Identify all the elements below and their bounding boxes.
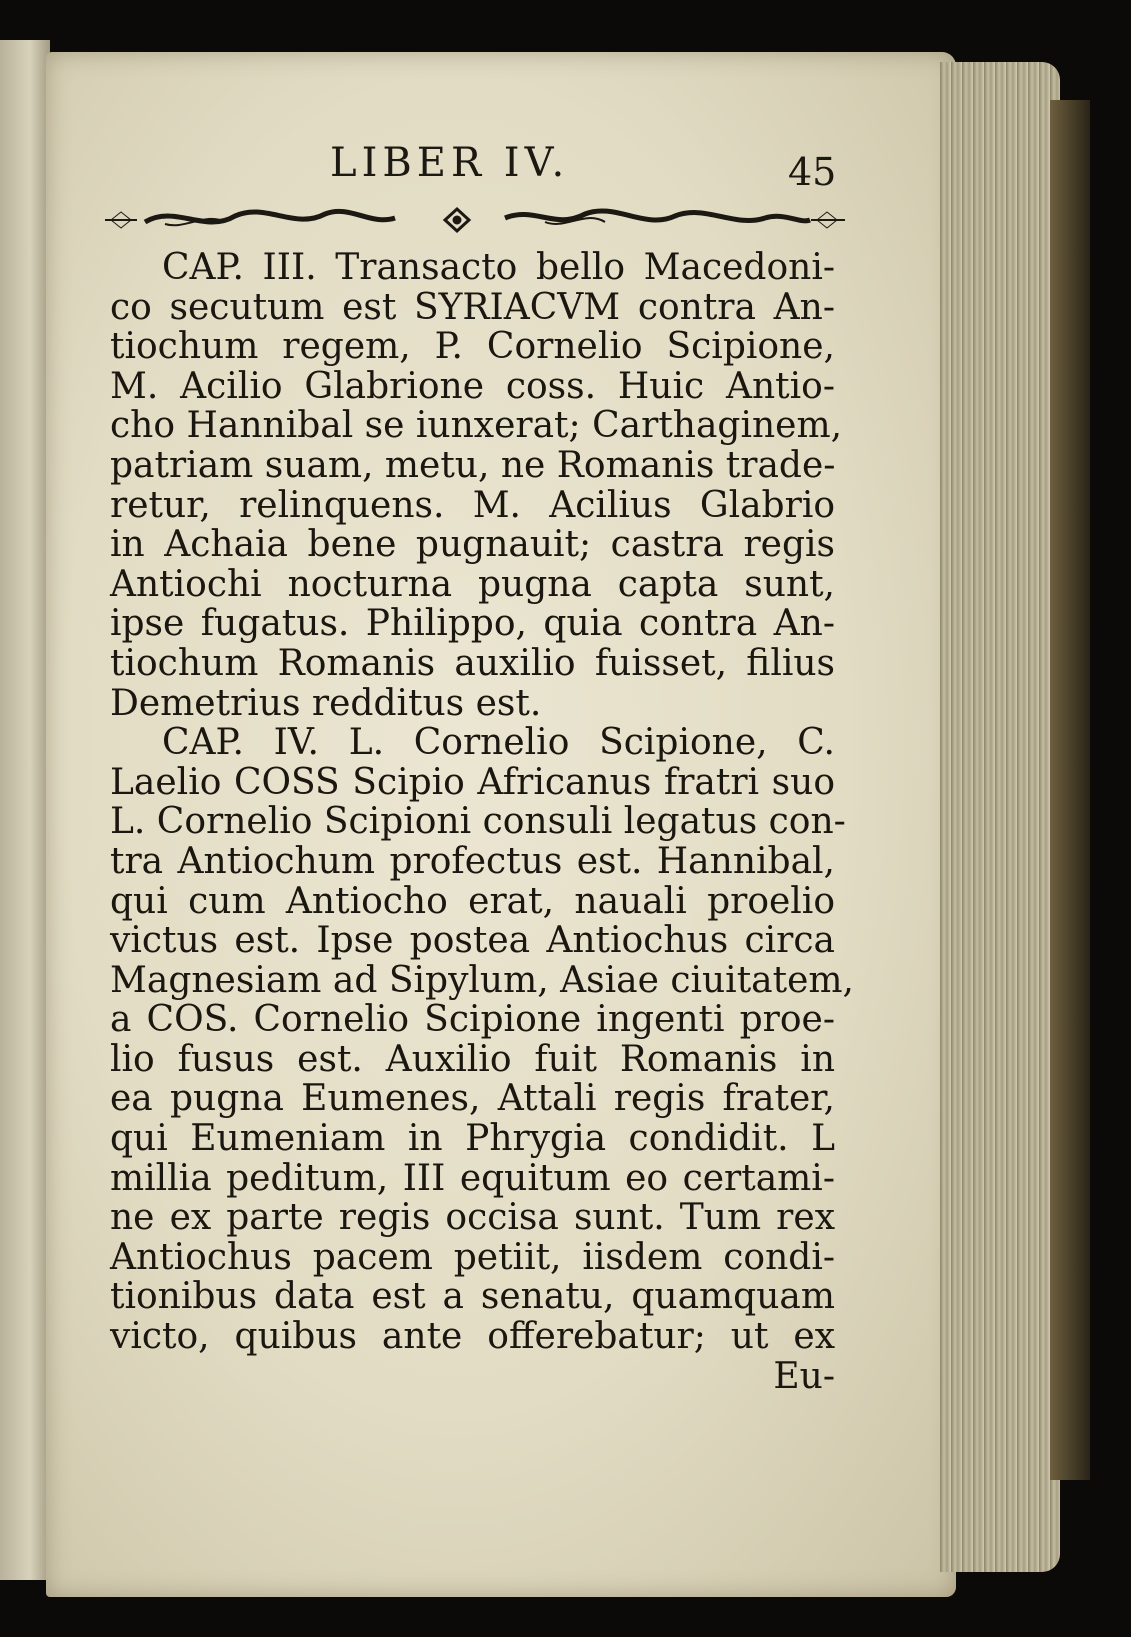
text-line: CAP. IV. L. Cornelio Scipione, C. — [162, 722, 835, 764]
text-line: qui Eumeniam in Phrygia condidit. L — [110, 1118, 835, 1160]
text-line: millia peditum, III equitum eo certami- — [110, 1157, 835, 1199]
text-line: Antiochus pacem petiit, iisdem condi- — [110, 1236, 835, 1278]
paragraph-cap-iv — [110, 722, 854, 1358]
book-cover-edge — [1050, 100, 1090, 1480]
text-line: co secutum est SYRIACVM contra An- — [110, 286, 835, 328]
text-line: tra Antiochum profectus est. Hannibal, — [110, 840, 835, 882]
printers-ornament-icon — [105, 200, 845, 240]
text-line: ipse fugatus. Philippo, quia contra An- — [110, 603, 835, 645]
text-line: lio fusus est. Auxilio fuit Romanis in — [110, 1038, 835, 1080]
body-text — [110, 247, 854, 1397]
text-line: patriam suam, metu, ne Romanis trade- — [110, 444, 836, 486]
text-line: L. Cornelio Scipioni consuli legatus con- — [110, 801, 846, 843]
text-line: tiochum Romanis auxilio fuisset, filius — [110, 642, 835, 684]
text-line: ea pugna Eumenes, Attali regis frater, — [110, 1078, 835, 1120]
facing-page-edge — [0, 40, 50, 1580]
text-line: CAP. III. Transacto bello Macedoni- — [162, 247, 835, 288]
text-line: tionibus data est a senatu, quamquam — [110, 1276, 835, 1318]
text-line: a COS. Cornelio Scipione ingenti proe- — [110, 999, 835, 1041]
text-line: in Achaia bene pugnauit; castra regis — [110, 524, 835, 566]
text-line: qui cum Antiocho erat, nauali proelio — [110, 880, 835, 922]
text-line: cho Hannibal se iunxerat; Carthaginem, — [110, 405, 843, 447]
text-line: tiochum regem, P. Cornelio Scipione, — [110, 326, 835, 368]
text-line: M. Acilio Glabrione coss. Huic Antio- — [110, 365, 835, 407]
running-title: LIBER IV. — [330, 140, 570, 186]
catchword: Eu- — [773, 1355, 835, 1397]
text-line: retur, relinquens. M. Acilius Glabrio — [110, 484, 835, 526]
text-line: victo, quibus ante offerebatur; ut ex — [110, 1316, 835, 1358]
paragraph-cap-iii — [110, 247, 843, 724]
text-line: Magnesiam ad Sipylum, Asiae ciuitatem, — [110, 959, 854, 1001]
page-stack-edge — [940, 62, 1060, 1572]
text-line: Demetrius redditus est. — [110, 682, 542, 724]
text-line: victus est. Ipse postea Antiochus circa — [110, 920, 835, 962]
text-line: Antiochi nocturna pugna capta sunt, — [110, 563, 835, 605]
text-line: ne ex parte regis occisa sunt. Tum rex — [110, 1197, 835, 1239]
page-header — [330, 140, 837, 200]
text-line: Laelio COSS Scipio Africanus fratri suo — [110, 761, 835, 803]
page-number: 45 — [788, 150, 837, 194]
